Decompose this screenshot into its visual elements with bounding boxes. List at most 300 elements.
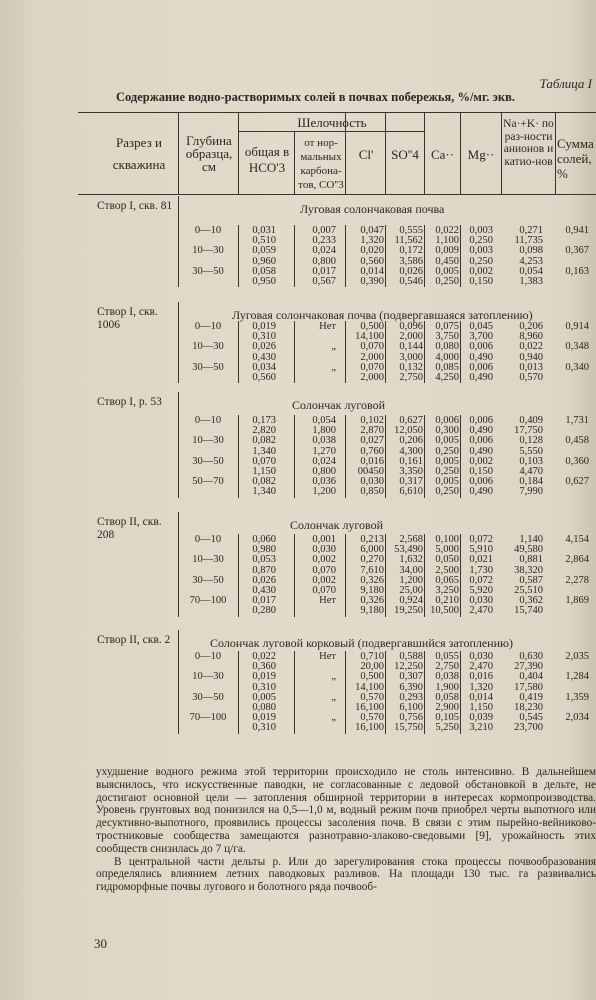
table-cell: 11,562 bbox=[394, 235, 423, 247]
header-section: Разрез и скважина bbox=[112, 135, 166, 172]
table-cell: 0,065 bbox=[435, 574, 459, 586]
table-cell: 2,278 bbox=[565, 574, 589, 586]
table-cell: 0,013 bbox=[519, 361, 543, 373]
table-cell: 0,404 bbox=[519, 671, 543, 683]
table-cell: 0,340 bbox=[565, 361, 589, 373]
table-cell: 0,570 bbox=[519, 371, 543, 383]
table-cell: 0,184 bbox=[519, 476, 543, 488]
table-cell: 0,031 bbox=[252, 225, 276, 236]
table-cell: 0,950 bbox=[252, 275, 276, 287]
table-cell: 0,005 bbox=[435, 455, 459, 467]
table-cell: 0,490 bbox=[469, 445, 493, 457]
cell-vrule bbox=[424, 534, 425, 617]
table-cell: 0,367 bbox=[565, 245, 589, 257]
table-cell: 3,750 bbox=[435, 331, 459, 343]
table-cell: 0,128 bbox=[519, 435, 543, 447]
column-mg bbox=[460, 416, 493, 498]
table-cell: 0,026 bbox=[252, 341, 276, 353]
table-cell: 0,150 bbox=[469, 275, 493, 287]
table-cell: 1,632 bbox=[399, 554, 423, 566]
table-cell: 20,00 bbox=[360, 661, 384, 673]
table-cell: 0,161 bbox=[399, 455, 423, 467]
table-cell: „ bbox=[331, 341, 336, 353]
table-cell: 0,006 bbox=[469, 361, 493, 373]
table-cell: 0,082 bbox=[252, 476, 276, 488]
table-cell: 0,027 bbox=[360, 435, 384, 447]
table-cell: 1,100 bbox=[435, 235, 459, 247]
cell-vrule bbox=[238, 225, 239, 287]
table-cell: 11,735 bbox=[514, 235, 543, 247]
table-cell: 0,034 bbox=[252, 361, 276, 373]
cell-vrule bbox=[345, 321, 346, 383]
table-cell: 0,490 bbox=[469, 351, 493, 363]
table-cell: 23,700 bbox=[514, 722, 543, 734]
table-cell: 0,500 bbox=[360, 321, 384, 332]
table-cell: 8,960 bbox=[519, 331, 543, 343]
table-cell: 0,870 bbox=[252, 564, 276, 576]
paragraph-1: ухудшение водного режима этой территории происходило не столь интенсивно. В дальнейшем выяснилось, что искусственные паводки, не согласованные с ледовой обстановкой в дельте, не достигают основной цели — затопления обширной территории в интересах кормопроизводства. Уровень грунтовых вод понизился на 0,5—1,0 м, водный режим почв приобрел черты выпотного или десуктивно-выпотного, проявились процессы засоления почв. В связи с этим пырейно-вейниково-тростниковые сообщества замещаются разнотравно-злаково-сведовыми [9], урожайность этих сообществ снизилась до 7 ц/га. bbox=[96, 766, 596, 855]
column-depths bbox=[181, 652, 235, 734]
table-cell: 1,270 bbox=[312, 445, 336, 457]
table-cell: 0,172 bbox=[399, 245, 423, 257]
table-cell: 2,034 bbox=[565, 712, 589, 724]
table-title: Содержание водно-растворимых солей в почвах побережья, %/мг. экв. bbox=[116, 90, 515, 104]
soil-type-title: Солончак луговой bbox=[290, 518, 384, 532]
table-cell: 1,320 bbox=[469, 681, 493, 693]
table-cell: 0,206 bbox=[519, 321, 543, 332]
cell-vrule bbox=[385, 534, 386, 617]
table-cell: 0,098 bbox=[519, 245, 543, 257]
table-cell: 0,026 bbox=[399, 265, 423, 277]
table-cell: 0,150 bbox=[469, 465, 493, 477]
header-alk-total: общая в HCO'3 bbox=[244, 144, 290, 175]
table-cell: 0,293 bbox=[399, 691, 423, 703]
column-total bbox=[240, 652, 276, 734]
table-cell: 0,560 bbox=[360, 255, 384, 267]
table-cell: 0,213 bbox=[360, 534, 384, 545]
table-cell: 1,140 bbox=[519, 534, 543, 545]
table-cell: 17,750 bbox=[514, 425, 543, 437]
table-header-bottom-rule bbox=[78, 194, 596, 195]
table-cell bbox=[296, 662, 336, 672]
table-cell bbox=[553, 606, 589, 616]
cell-vrule bbox=[238, 321, 239, 383]
soil-type-title: Солончак луговой bbox=[292, 398, 386, 412]
table-cell: 0,450 bbox=[435, 255, 459, 267]
table-cell: 3,700 bbox=[469, 331, 493, 343]
table-cell: 0,250 bbox=[435, 445, 459, 457]
column-normal bbox=[296, 535, 336, 617]
table-cell: 0,026 bbox=[252, 574, 276, 586]
table-cell: 0,545 bbox=[519, 712, 543, 724]
cell-vrule bbox=[385, 651, 386, 734]
table-cell: 0—10 bbox=[194, 534, 222, 545]
table-cell: 0,055 bbox=[435, 651, 459, 662]
table-cell: 0,510 bbox=[252, 235, 276, 247]
table-cell: 2,000 bbox=[360, 351, 384, 363]
table-cell bbox=[296, 683, 336, 693]
table-cell: 0,050 bbox=[435, 554, 459, 566]
table-cell: 2,035 bbox=[565, 651, 589, 662]
cell-vrule bbox=[294, 651, 295, 734]
table-cell: 0,002 bbox=[469, 265, 493, 277]
table-cell: 0,163 bbox=[565, 265, 589, 277]
table-cell: 0,490 bbox=[469, 486, 493, 498]
table-cell: Нет bbox=[319, 321, 336, 332]
table-cell: 5,920 bbox=[469, 584, 493, 596]
table-cell: 70—100 bbox=[189, 712, 227, 724]
table-cell: 0,914 bbox=[565, 321, 589, 332]
table-cell: 0,060 bbox=[252, 534, 276, 545]
table-cell: 0,047 bbox=[360, 225, 384, 236]
cell-vrule bbox=[294, 225, 295, 287]
table-cell: 5,000 bbox=[435, 544, 459, 556]
column-ca bbox=[424, 652, 459, 734]
table-cell: 1,150 bbox=[469, 701, 493, 713]
column-cl bbox=[345, 416, 384, 498]
table-cell: 3,210 bbox=[469, 722, 493, 734]
column-mg bbox=[460, 535, 493, 617]
table-cell: 0,210 bbox=[435, 595, 459, 607]
table-cell: 14,100 bbox=[355, 681, 384, 693]
table-cell: 0,005 bbox=[252, 691, 276, 703]
cell-vrule bbox=[385, 415, 386, 498]
table-cell: 19,250 bbox=[394, 605, 423, 617]
table-cell: 6,000 bbox=[360, 544, 384, 556]
table-cell: 0,362 bbox=[519, 595, 543, 607]
cell-vrule bbox=[424, 651, 425, 734]
table-cell: 0,082 bbox=[252, 435, 276, 447]
table-cell bbox=[553, 487, 589, 497]
table-cell: 0,348 bbox=[565, 341, 589, 353]
table-cell: 2,000 bbox=[399, 331, 423, 343]
table-cell: 0,555 bbox=[399, 225, 423, 236]
column-depths bbox=[181, 535, 235, 617]
table-cell: 0,310 bbox=[252, 722, 276, 734]
table-cell: 6,610 bbox=[399, 486, 423, 498]
table-cell: 0,570 bbox=[360, 712, 384, 724]
table-cell: 10—30 bbox=[192, 245, 224, 257]
table-cell: 0,270 bbox=[360, 554, 384, 566]
table-cell: 0,881 bbox=[519, 554, 543, 566]
table-cell: 0,016 bbox=[469, 671, 493, 683]
section-bracket bbox=[178, 196, 179, 287]
table-cell: 2,750 bbox=[435, 661, 459, 673]
table-cell: 0,360 bbox=[252, 661, 276, 673]
table-cell: 0,019 bbox=[252, 321, 276, 332]
table-cell: 1,900 bbox=[435, 681, 459, 693]
cell-vrule bbox=[424, 321, 425, 383]
table-cell: 0,014 bbox=[469, 691, 493, 703]
table-cell: 12,050 bbox=[394, 425, 423, 437]
column-depths bbox=[181, 416, 235, 498]
table-cell: 0,100 bbox=[435, 534, 459, 545]
column-normal bbox=[296, 226, 336, 287]
table-cell bbox=[296, 353, 336, 363]
table-cell: 0,250 bbox=[435, 275, 459, 287]
table-cell bbox=[181, 487, 235, 497]
table-cell: 0,587 bbox=[519, 574, 543, 586]
table-cell: 0,627 bbox=[399, 415, 423, 426]
table-cell: 16,100 bbox=[355, 722, 384, 734]
cell-vrule bbox=[385, 321, 386, 383]
table-cell: 5,550 bbox=[519, 445, 543, 457]
table-cell: 0,310 bbox=[252, 681, 276, 693]
alkalinity-underline bbox=[238, 131, 424, 132]
table-cell: „ bbox=[331, 712, 336, 724]
table-cell: 25,00 bbox=[399, 584, 423, 596]
section-label: Створ I, скв. 81 bbox=[97, 200, 173, 212]
table-cell: 0,006 bbox=[469, 415, 493, 426]
table-cell: 0,080 bbox=[435, 341, 459, 353]
table-cell: „ bbox=[331, 361, 336, 373]
table-cell: 4,250 bbox=[435, 371, 459, 383]
table-cell: 2,870 bbox=[360, 425, 384, 437]
table-cell: 9,180 bbox=[360, 605, 384, 617]
column-total bbox=[240, 535, 276, 617]
table-cell: 0—10 bbox=[194, 321, 222, 332]
table-cell: 15,750 bbox=[394, 722, 423, 734]
table-cell: 0,070 bbox=[312, 564, 336, 576]
table-cell: 30—50 bbox=[192, 361, 224, 373]
table-cell: 1,340 bbox=[252, 445, 276, 457]
soil-type-title: Солончак луговой корковый (подвергавшийся затоплению) bbox=[210, 636, 513, 650]
table-cell: 0,022 bbox=[435, 225, 459, 236]
table-cell: 0,039 bbox=[469, 712, 493, 724]
table-cell: 0—10 bbox=[194, 225, 222, 236]
column-nak bbox=[505, 322, 543, 383]
column-ca bbox=[424, 322, 459, 383]
table-cell: „ bbox=[331, 691, 336, 703]
table-cell: 0,003 bbox=[469, 245, 493, 257]
table-cell: 0,080 bbox=[252, 701, 276, 713]
table-cell: 4,470 bbox=[519, 465, 543, 477]
section-bracket bbox=[178, 392, 179, 498]
column-cl bbox=[345, 226, 384, 287]
table-cell: 0,024 bbox=[312, 455, 336, 467]
cell-vrule bbox=[345, 534, 346, 617]
table-cell: 0,045 bbox=[469, 321, 493, 332]
header-mg: Mg·· bbox=[467, 147, 495, 162]
table-cell: 10—30 bbox=[192, 554, 224, 566]
table-cell: 0,053 bbox=[252, 554, 276, 566]
table-cell: 12,250 bbox=[394, 661, 423, 673]
column-so4 bbox=[385, 416, 423, 498]
table-cell: 0,360 bbox=[565, 455, 589, 467]
cell-vrule bbox=[460, 415, 461, 498]
table-cell: 0,085 bbox=[435, 361, 459, 373]
section-bracket bbox=[178, 302, 179, 383]
table-cell: 30—50 bbox=[192, 455, 224, 467]
table-cell: 0,490 bbox=[469, 425, 493, 437]
table-cell: 0,006 bbox=[435, 415, 459, 426]
table-cell: 0,419 bbox=[519, 691, 543, 703]
cell-vrule bbox=[460, 225, 461, 287]
section-label: Створ II, скв. 208 bbox=[97, 516, 162, 541]
column-cl bbox=[345, 652, 384, 734]
table-cell: 0,070 bbox=[360, 361, 384, 373]
table-cell: 0,850 bbox=[360, 486, 384, 498]
table-cell: 0,072 bbox=[469, 534, 493, 545]
table-cell: 0,105 bbox=[435, 712, 459, 724]
table-cell: Нет bbox=[319, 595, 336, 607]
soil-type-title: Луговая солончаковая почва bbox=[300, 202, 445, 216]
table-cell: 0—10 bbox=[194, 651, 222, 662]
table-cell: 0,058 bbox=[435, 691, 459, 703]
table-cell bbox=[296, 373, 336, 383]
column-ca bbox=[424, 416, 459, 498]
table-cell bbox=[553, 373, 589, 383]
table-cell: 14,100 bbox=[355, 331, 384, 343]
table-cell: 0,017 bbox=[252, 595, 276, 607]
table-cell: 0,002 bbox=[312, 574, 336, 586]
table-cell: 0,233 bbox=[312, 235, 336, 247]
table-cell: 9,180 bbox=[360, 584, 384, 596]
table-cell: 0,003 bbox=[469, 225, 493, 236]
cell-vrule bbox=[345, 225, 346, 287]
table-cell: 0,022 bbox=[519, 341, 543, 353]
table-cell: 0,005 bbox=[435, 476, 459, 488]
table-cell: 0,271 bbox=[519, 225, 543, 236]
column-nak bbox=[505, 226, 543, 287]
table-cell: 0,070 bbox=[360, 341, 384, 353]
table-cell: 0,059 bbox=[252, 245, 276, 257]
header-so4: SO''4 bbox=[391, 147, 419, 162]
header-alk-normal: от нор-мальных карбона-тов, CO''3 bbox=[298, 137, 344, 191]
column-mg bbox=[460, 226, 493, 287]
column-nak bbox=[505, 535, 543, 617]
section-label: Створ II, скв. 2 bbox=[97, 634, 171, 646]
header-vrule bbox=[555, 112, 556, 194]
table-cell: 1,800 bbox=[312, 425, 336, 437]
table-cell: 4,154 bbox=[565, 534, 589, 545]
cell-vrule bbox=[424, 225, 425, 287]
table-cell: 0,006 bbox=[469, 476, 493, 488]
table-cell: 0,940 bbox=[519, 351, 543, 363]
table-cell: 0,006 bbox=[469, 435, 493, 447]
table-cell: 00450 bbox=[357, 465, 384, 477]
column-depths bbox=[181, 226, 235, 287]
table-cell: 0—10 bbox=[194, 415, 222, 426]
header-vrule bbox=[294, 131, 295, 194]
table-cell: 0,009 bbox=[435, 245, 459, 257]
table-cell: 0,588 bbox=[399, 651, 423, 662]
table-cell: 0,280 bbox=[252, 605, 276, 617]
table-cell bbox=[296, 606, 336, 616]
column-depths bbox=[181, 322, 235, 383]
section-bracket bbox=[178, 630, 179, 734]
table-cell: 0,072 bbox=[469, 574, 493, 586]
table-cell: 15,740 bbox=[514, 605, 543, 617]
table-cell: 0,500 bbox=[360, 671, 384, 683]
table-cell: 2,864 bbox=[565, 554, 589, 566]
table-cell: 0,173 bbox=[252, 415, 276, 426]
column-ca bbox=[424, 535, 459, 617]
table-cell: 30—50 bbox=[192, 574, 224, 586]
table-cell: 6,390 bbox=[399, 681, 423, 693]
cell-vrule bbox=[345, 651, 346, 734]
soil-type-title: Луговая солончаковая почва (подвергавшаяся затоплению) bbox=[232, 308, 533, 322]
table-cell: 0,307 bbox=[399, 671, 423, 683]
table-cell: 0,546 bbox=[399, 275, 423, 287]
table-cell: 0,024 bbox=[312, 245, 336, 257]
table-cell: 3,000 bbox=[399, 351, 423, 363]
table-number: Таблица I bbox=[539, 76, 592, 91]
table-cell: 1,869 bbox=[565, 595, 589, 607]
table-cell: 0,054 bbox=[519, 265, 543, 277]
table-cell: 7,990 bbox=[519, 486, 543, 498]
table-cell: 7,610 bbox=[360, 564, 384, 576]
table-cell: 0,070 bbox=[252, 455, 276, 467]
table-cell: 2,750 bbox=[399, 371, 423, 383]
table-cell: 2,000 bbox=[360, 371, 384, 383]
table-cell: 0,630 bbox=[519, 651, 543, 662]
column-ca bbox=[424, 226, 459, 287]
cell-vrule bbox=[460, 321, 461, 383]
table-cell: 10—30 bbox=[192, 671, 224, 683]
header-na-k: Na·+K· по раз-ности анионов и катио-нов bbox=[503, 118, 554, 168]
table-cell: 0,560 bbox=[252, 371, 276, 383]
table-cell: 0,567 bbox=[312, 275, 336, 287]
table-cell: 0,458 bbox=[565, 435, 589, 447]
table-cell: 5,910 bbox=[469, 544, 493, 556]
section-label: Створ I, скв. 1006 bbox=[97, 306, 158, 331]
header-vrule bbox=[178, 112, 179, 194]
table-cell: 0,019 bbox=[252, 671, 276, 683]
table-cell: 0,409 bbox=[519, 415, 543, 426]
table-cell: 0,020 bbox=[360, 245, 384, 257]
table-cell: 3,350 bbox=[399, 465, 423, 477]
column-sum bbox=[553, 322, 589, 383]
table-cell: 0,030 bbox=[469, 651, 493, 662]
table-cell: 34,00 bbox=[399, 564, 423, 576]
table-cell: 0,310 bbox=[252, 331, 276, 343]
table-cell: 0,132 bbox=[399, 361, 423, 373]
table-cell: 2,820 bbox=[252, 425, 276, 437]
table-cell bbox=[181, 277, 235, 287]
cell-vrule bbox=[294, 415, 295, 498]
table-cell: 1,320 bbox=[360, 235, 384, 247]
table-cell: 0,006 bbox=[469, 341, 493, 353]
table-cell: 0,038 bbox=[435, 671, 459, 683]
table-cell: 4,300 bbox=[399, 445, 423, 457]
table-cell: 0,960 bbox=[252, 255, 276, 267]
table-cell: 0,760 bbox=[360, 445, 384, 457]
table-cell: 1,150 bbox=[252, 465, 276, 477]
table-cell: 1,731 bbox=[565, 415, 589, 426]
table-cell: 49,580 bbox=[514, 544, 543, 556]
table-cell: 0,002 bbox=[312, 554, 336, 566]
column-so4 bbox=[385, 226, 423, 287]
table-cell bbox=[181, 606, 235, 616]
header-sum: Сумма солей, % bbox=[557, 136, 594, 181]
cell-vrule bbox=[238, 534, 239, 617]
table-cell: 0,002 bbox=[469, 455, 493, 467]
column-normal bbox=[296, 652, 336, 734]
table-cell: 0,390 bbox=[360, 275, 384, 287]
table-cell: 1,340 bbox=[252, 486, 276, 498]
table-cell: 0,030 bbox=[469, 595, 493, 607]
body-text bbox=[96, 766, 596, 894]
table-cell: 30—50 bbox=[192, 691, 224, 703]
table-cell: 1,383 bbox=[519, 275, 543, 287]
table-cell: 17,580 bbox=[514, 681, 543, 693]
column-so4 bbox=[385, 322, 423, 383]
table-cell: 38,320 bbox=[514, 564, 543, 576]
table-cell: 4,000 bbox=[435, 351, 459, 363]
table-cell: 0,038 bbox=[312, 435, 336, 447]
table-cell: 0,016 bbox=[360, 455, 384, 467]
